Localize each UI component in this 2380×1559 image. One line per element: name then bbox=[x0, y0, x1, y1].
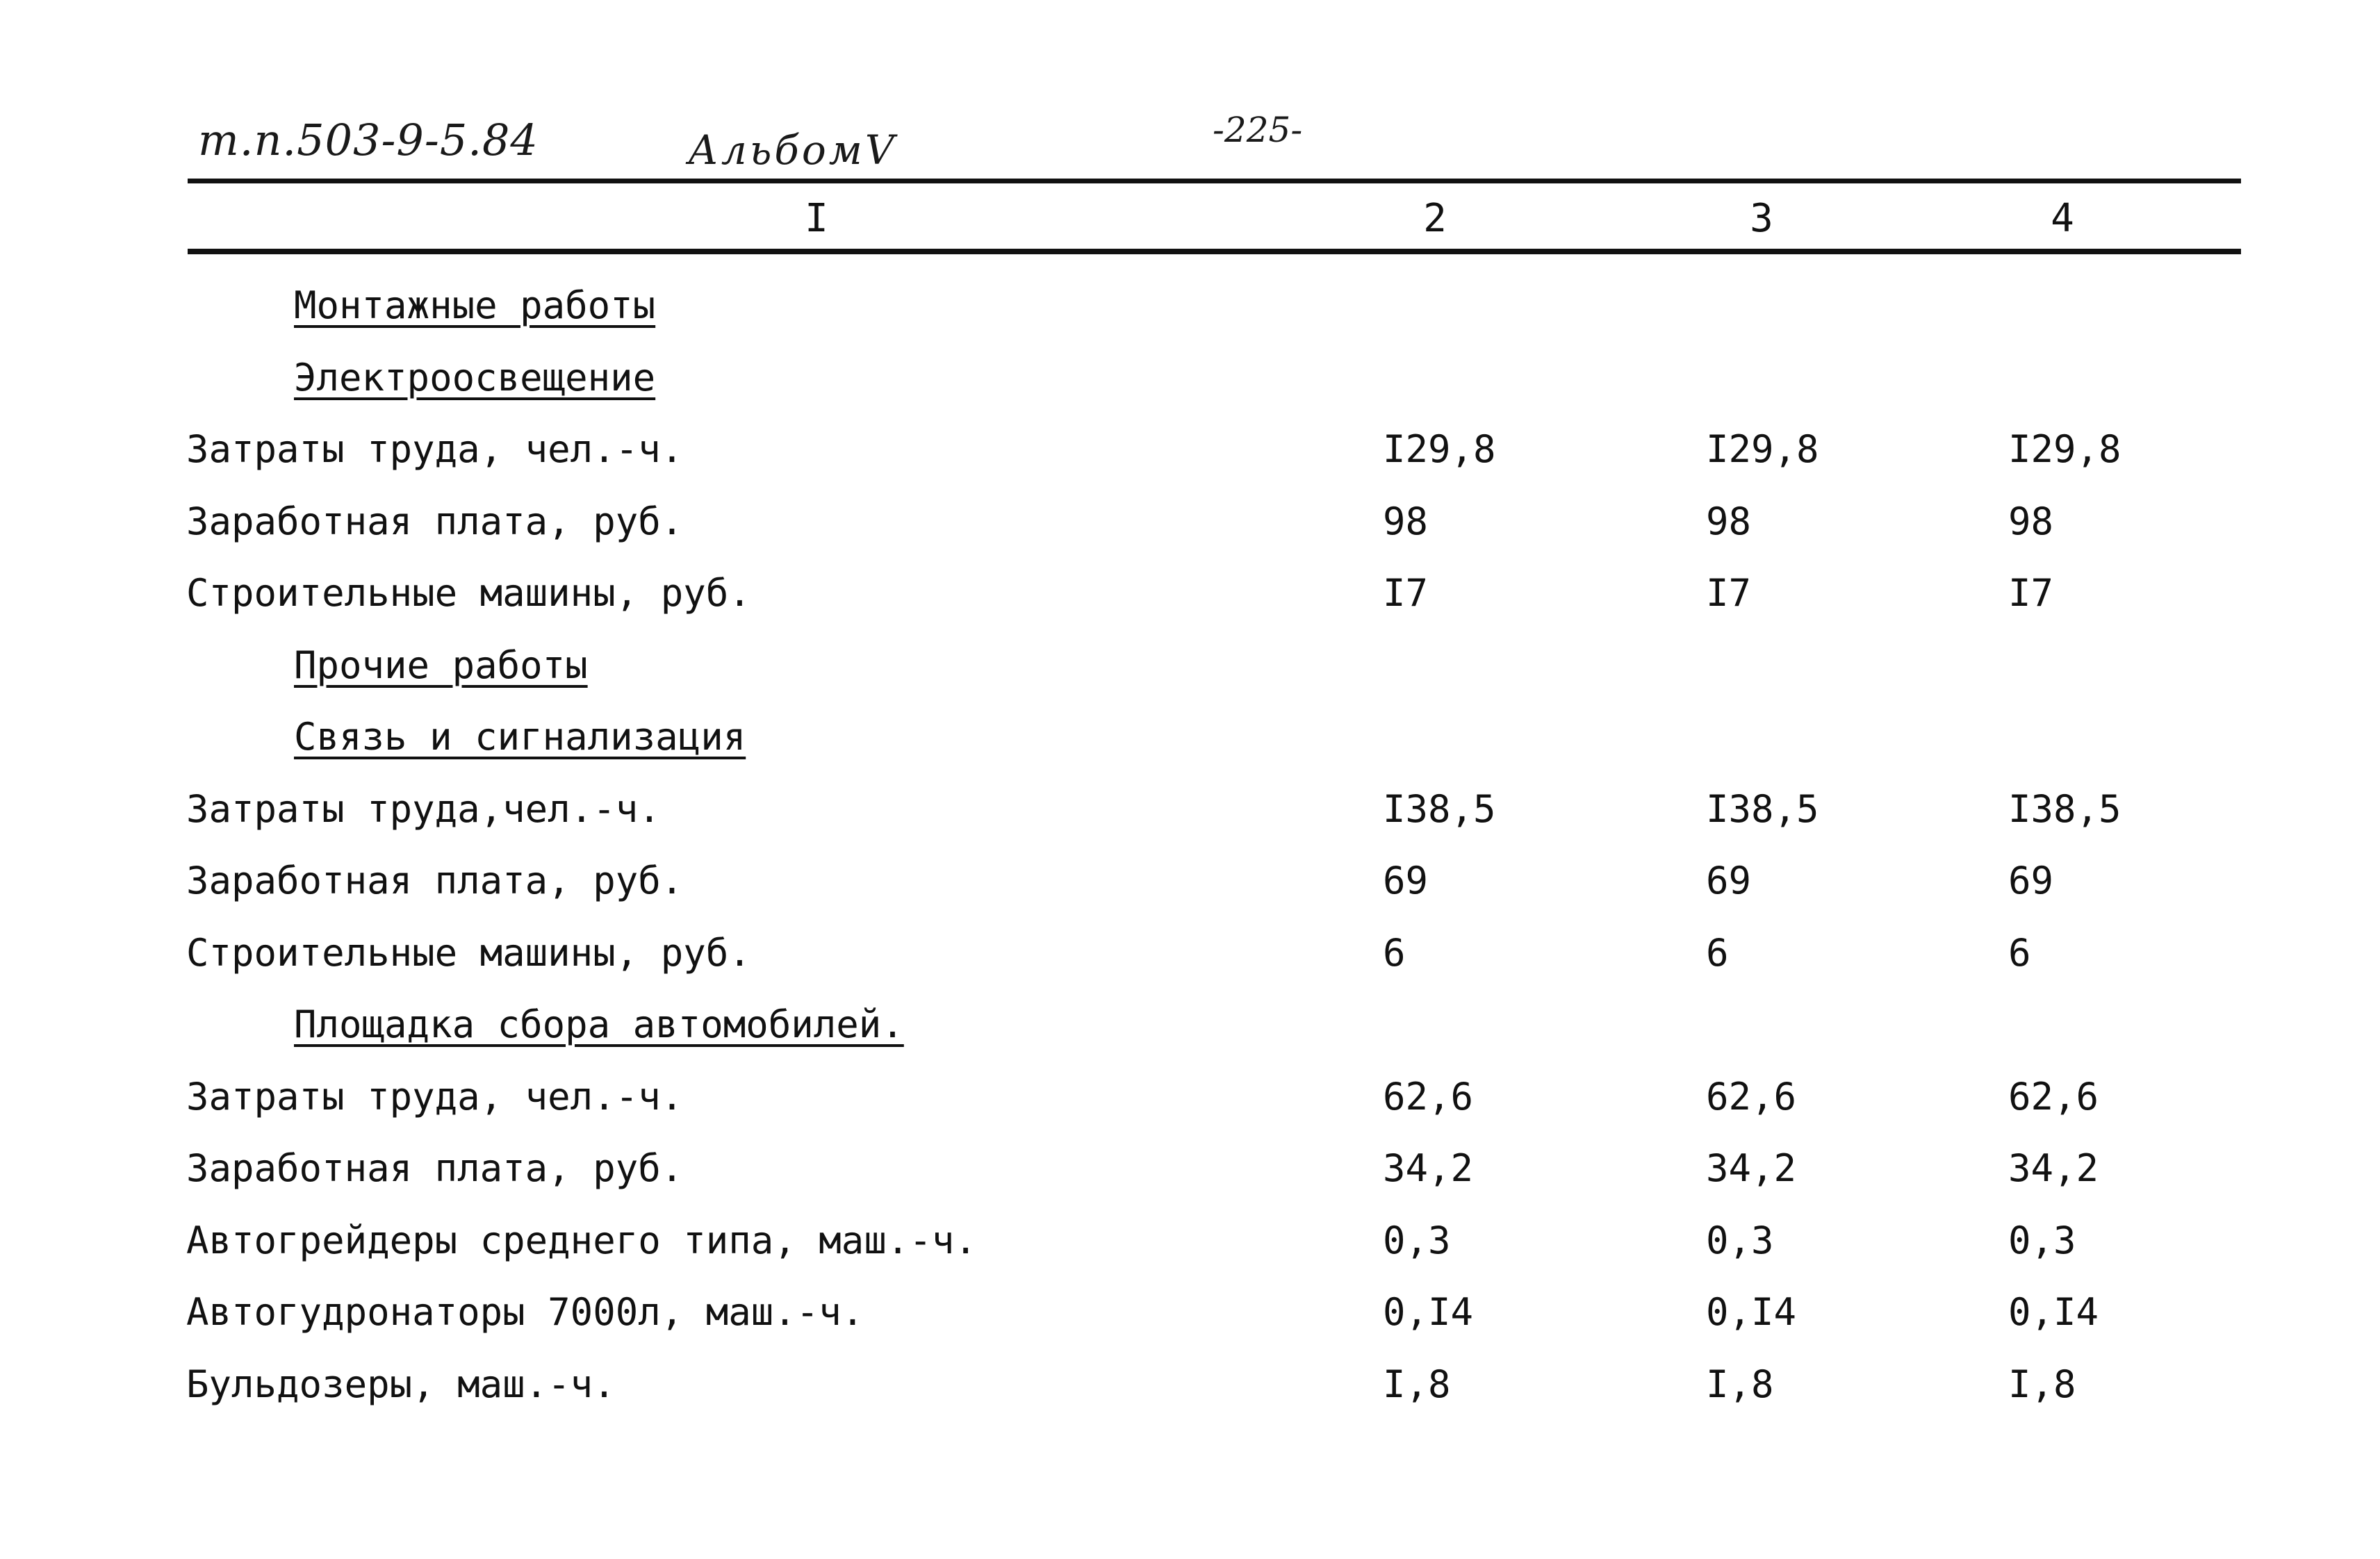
value-column-2: I,8 bbox=[1383, 1362, 1451, 1406]
value-column-2: 0,3 bbox=[1383, 1219, 1451, 1262]
table-row bbox=[0, 559, 2380, 628]
value-column-2: 6 bbox=[1383, 931, 1406, 975]
value-column-2: 0,I4 bbox=[1383, 1290, 1474, 1334]
value-column-3: I29,8 bbox=[1706, 427, 1819, 471]
value-column-2: I7 bbox=[1383, 571, 1429, 615]
value-column-4: I29,8 bbox=[2008, 427, 2122, 471]
column-number-3: 3 bbox=[1750, 196, 1773, 241]
row-label: Строительные машины, руб. bbox=[186, 931, 751, 975]
section-heading: Площадка сбора автомобилей. bbox=[294, 1003, 904, 1046]
value-column-2: I38,5 bbox=[1383, 787, 1496, 831]
section-heading-row bbox=[0, 702, 2380, 772]
value-column-3: I38,5 bbox=[1706, 787, 1819, 831]
column-number-1: I bbox=[805, 196, 828, 241]
value-column-3: 34,2 bbox=[1706, 1146, 1797, 1190]
row-label: Автогрейдеры среднего типа, маш.-ч. bbox=[186, 1219, 977, 1262]
value-column-4: 98 bbox=[2008, 500, 2054, 543]
value-column-4: I7 bbox=[2008, 571, 2054, 615]
row-label: Затраты труда, чел.-ч. bbox=[186, 427, 684, 471]
section-heading-row bbox=[0, 990, 2380, 1059]
section-heading: Прочие работы bbox=[294, 643, 588, 687]
table-row bbox=[0, 1206, 2380, 1276]
table-row bbox=[0, 846, 2380, 916]
table-row bbox=[0, 918, 2380, 988]
value-column-4: 6 bbox=[2008, 931, 2031, 975]
section-heading: Монтажные работы bbox=[294, 283, 656, 327]
row-label: Затраты труда,чел.-ч. bbox=[186, 787, 661, 831]
value-column-3: 98 bbox=[1706, 500, 1752, 543]
value-column-2: 98 bbox=[1383, 500, 1429, 543]
section-heading-row bbox=[0, 631, 2380, 700]
section-heading: Электроосвещение bbox=[294, 356, 656, 399]
value-column-4: 34,2 bbox=[2008, 1146, 2099, 1190]
table-row bbox=[0, 1134, 2380, 1203]
value-column-4: 62,6 bbox=[2008, 1075, 2099, 1119]
section-heading-row bbox=[0, 271, 2380, 340]
value-column-2: 62,6 bbox=[1383, 1075, 1474, 1119]
row-label: Заработная плата, руб. bbox=[186, 500, 684, 543]
value-column-2: 69 bbox=[1383, 859, 1429, 902]
table-row bbox=[0, 775, 2380, 844]
row-label: Автогудронаторы 7000л, маш.-ч. bbox=[186, 1290, 864, 1334]
row-label: Затраты труда, чел.-ч. bbox=[186, 1075, 684, 1119]
column-number-2: 2 bbox=[1423, 196, 1447, 241]
value-column-4: 69 bbox=[2008, 859, 2054, 902]
table-row bbox=[0, 1278, 2380, 1347]
section-heading: Связь и сигнализация bbox=[294, 715, 746, 759]
value-column-3: 6 bbox=[1706, 931, 1729, 975]
row-label: Заработная плата, руб. bbox=[186, 1146, 684, 1190]
column-number-4: 4 bbox=[2051, 196, 2074, 241]
value-column-4: I,8 bbox=[2008, 1362, 2076, 1406]
value-column-4: 0,3 bbox=[2008, 1219, 2076, 1262]
table-row bbox=[0, 1062, 2380, 1132]
section-heading-row bbox=[0, 343, 2380, 413]
value-column-3: 62,6 bbox=[1706, 1075, 1797, 1119]
value-column-2: 34,2 bbox=[1383, 1146, 1474, 1190]
album-label: АльбомV bbox=[688, 126, 897, 174]
value-column-3: I,8 bbox=[1706, 1362, 1774, 1406]
value-column-3: 0,3 bbox=[1706, 1219, 1774, 1262]
row-label: Строительные машины, руб. bbox=[186, 571, 751, 615]
table-row bbox=[0, 487, 2380, 556]
value-column-3: I7 bbox=[1706, 571, 1752, 615]
value-column-3: 0,I4 bbox=[1706, 1290, 1797, 1334]
table-row bbox=[0, 415, 2380, 484]
row-label: Заработная плата, руб. bbox=[186, 859, 684, 902]
page-number: -225- bbox=[1213, 110, 1303, 150]
value-column-4: I38,5 bbox=[2008, 787, 2122, 831]
value-column-4: 0,I4 bbox=[2008, 1290, 2099, 1334]
document-reference: т.п.503-9-5.84 bbox=[198, 115, 539, 165]
table-row bbox=[0, 1350, 2380, 1419]
value-column-2: I29,8 bbox=[1383, 427, 1496, 471]
value-column-3: 69 bbox=[1706, 859, 1752, 902]
row-label: Бульдозеры, маш.-ч. bbox=[186, 1362, 616, 1406]
